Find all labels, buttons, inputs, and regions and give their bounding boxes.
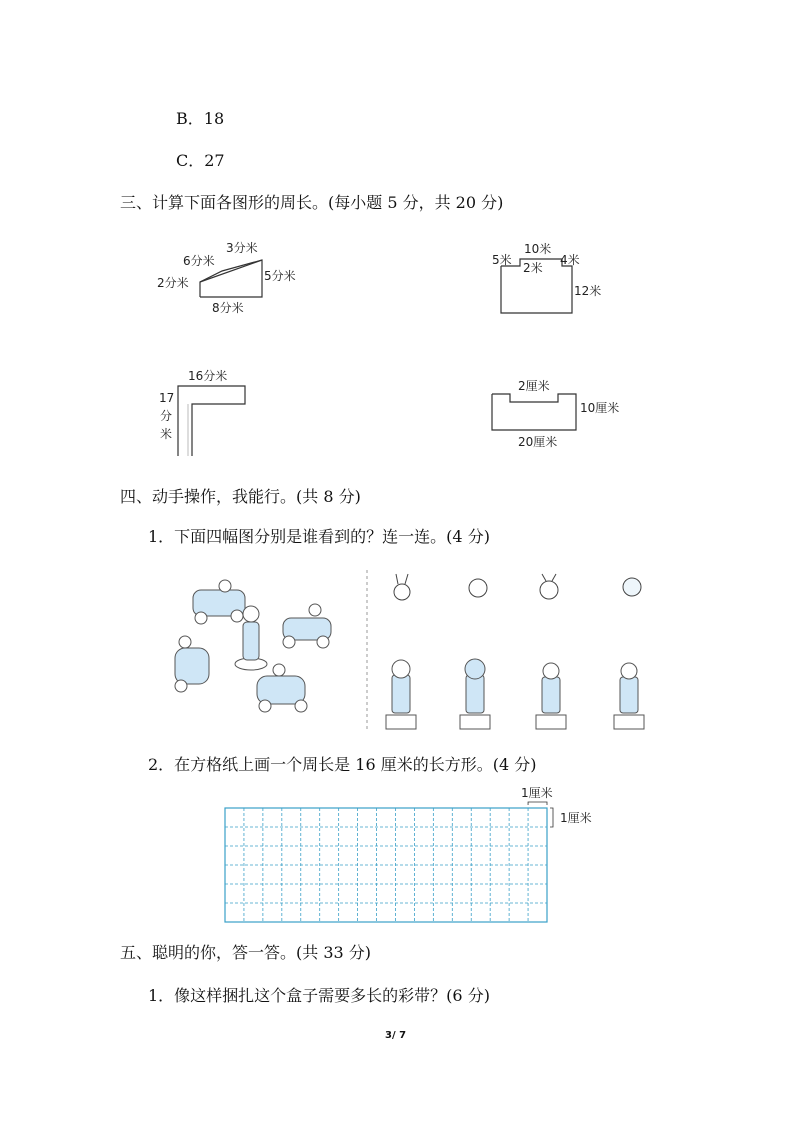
section5-q1: 1．像这样捆扎这个盒子需要多长的彩带？(6 分) [148, 986, 490, 1005]
fig2-height-label: 12米 [574, 284, 602, 298]
fig2-step-label: 4米 [560, 253, 580, 267]
fig2-left-label: 5米 [492, 253, 512, 267]
grid-label-side: 1厘米 [560, 811, 592, 825]
views-heads [380, 570, 670, 610]
section3-title: 三、计算下面各图形的周长。(每小题 5 分，共 20 分) [120, 193, 504, 212]
option-b: B．18 [176, 109, 225, 128]
figure-stepped [488, 240, 628, 320]
fig1-right-label: 5分米 [264, 269, 296, 283]
grid-label-top: 1厘米 [521, 786, 553, 800]
toy-scene-illustration [165, 570, 365, 720]
grid-paper [223, 784, 613, 929]
fig2-top-label: 10米 [524, 242, 552, 256]
fig3-side-num: 17 [159, 391, 175, 405]
fig3-side-b: 米 [160, 427, 173, 441]
fig4-bottom-label: 20厘米 [518, 435, 558, 449]
section4-title: 四、动手操作，我能行。(共 8 分) [120, 487, 361, 506]
section4-q1: 1．下面四幅图分别是谁看到的？连一连。(4 分) [148, 527, 490, 546]
fig1-slant-label: 6分米 [183, 254, 215, 268]
figure-l-shape [152, 366, 262, 461]
option-c: C．27 [176, 151, 225, 170]
unit-bracket-side [550, 808, 553, 827]
fig1-top-label: 3分米 [226, 241, 258, 255]
section5-title: 五、聪明的你，答一答。(共 33 分) [120, 943, 372, 962]
divider-line [366, 570, 368, 730]
fig1-left-label: 2分米 [157, 276, 189, 290]
unit-bracket-top [528, 802, 547, 805]
fig3-top-label: 16分米 [188, 369, 228, 383]
views-figures [380, 655, 670, 735]
figure-notched-rect [480, 374, 640, 454]
section4-q2: 2．在方格纸上画一个周长是 16 厘米的长方形。(4 分) [148, 755, 537, 774]
page-number: 3/ 7 [385, 1030, 407, 1041]
fig2-inner-label: 2米 [523, 261, 543, 275]
fig3-side-a: 分 [160, 409, 173, 423]
fig1-bottom-label: 8分米 [212, 301, 244, 315]
figure-trapezoid [150, 235, 320, 320]
fig4-height-label: 10厘米 [580, 401, 620, 415]
fig4-notch-label: 2厘米 [518, 379, 550, 393]
car-left [175, 648, 209, 684]
